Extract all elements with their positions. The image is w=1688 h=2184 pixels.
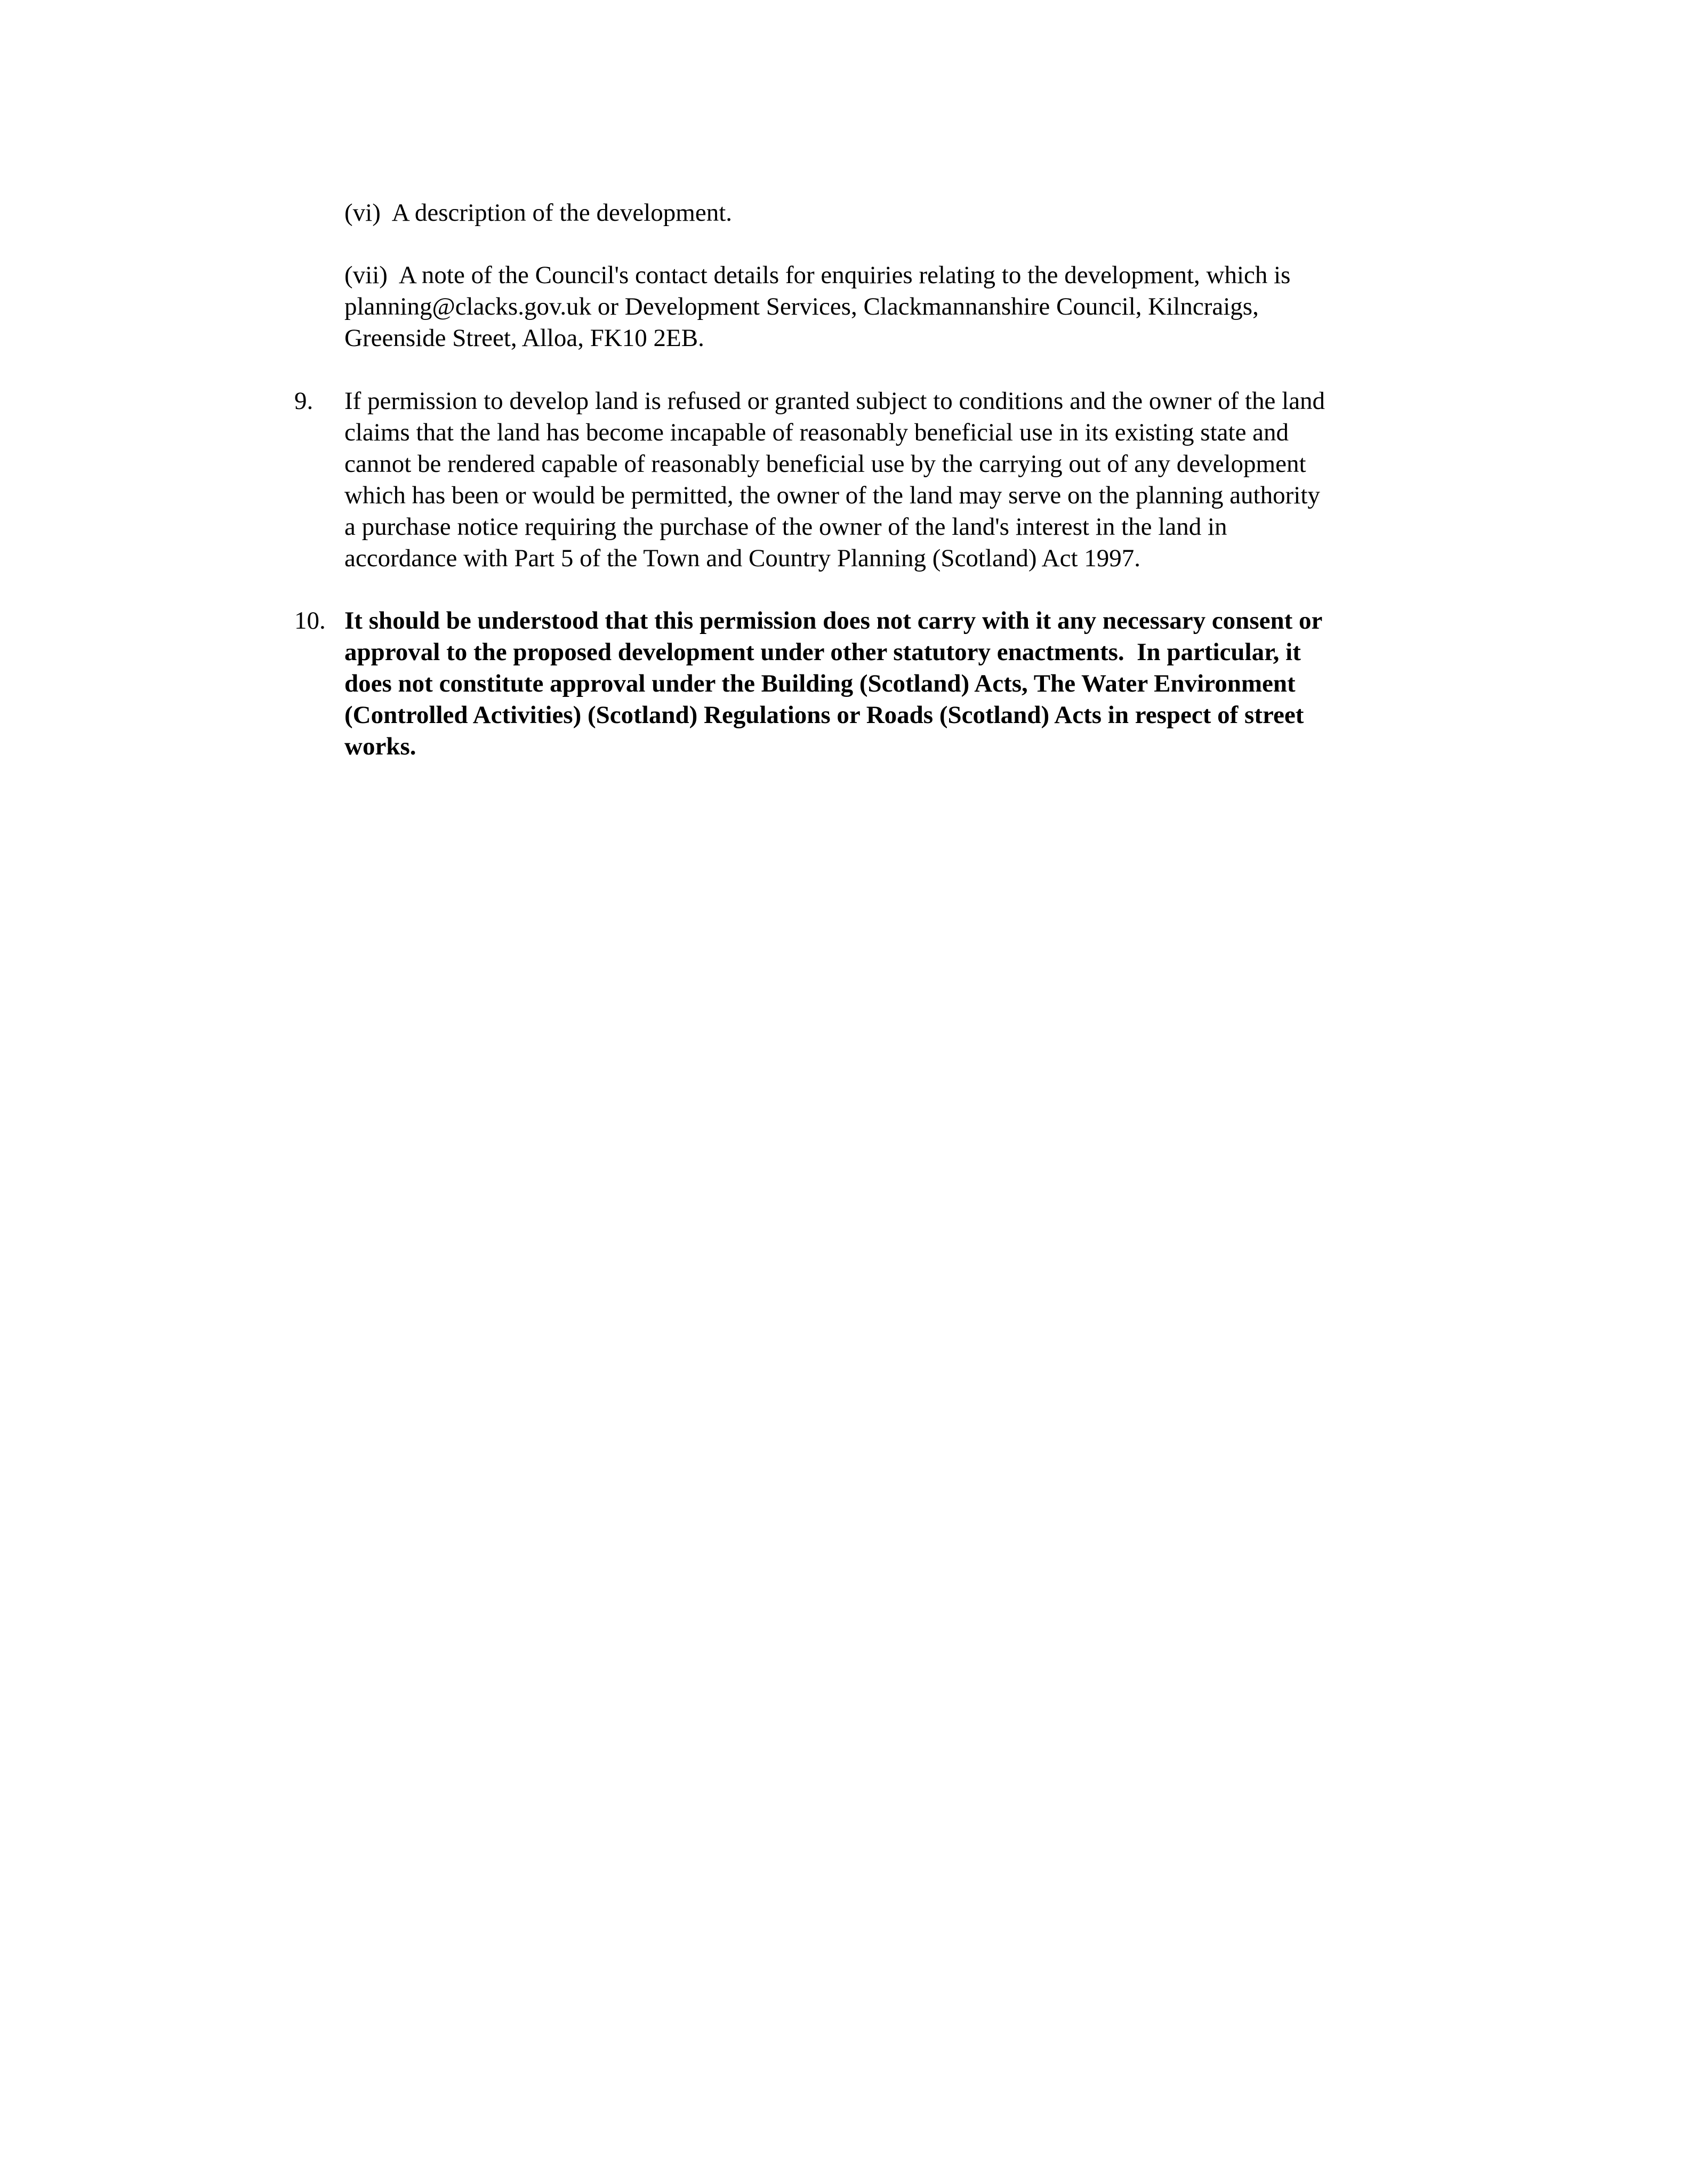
item-10-line: does not constitute approval under the Building (Scotland) Acts, The Water Environment xyxy=(344,670,1296,697)
item-9-paragraph xyxy=(344,386,1325,574)
sub-item-vi xyxy=(344,197,732,229)
item-10-line: (Controlled Activities) (Scotland) Regulations or Roads (Scotland) Acts in respect of street xyxy=(344,701,1304,729)
item-10-line: approval to the proposed development under other statutory enactments. In particular, it xyxy=(344,638,1301,666)
item-10-line: It should be understood that this permission does not carry with it any necessary consent or xyxy=(344,607,1323,635)
item-9-line: If permission to develop land is refused or granted subject to conditions and the owner of the land xyxy=(344,387,1325,415)
sub-item-vi-line: (vi) A description of the development. xyxy=(344,199,733,227)
item-10-paragraph xyxy=(344,605,1322,762)
item-10-number: 10. xyxy=(294,607,326,635)
sub-item-vii-line: Greenside Street, Alloa, FK10 2EB. xyxy=(344,324,704,352)
sub-item-vii xyxy=(344,260,1290,354)
sub-item-vii-line: planning@clacks.gov.uk or Development Services, Clackmannanshire Council, Kilncraigs, xyxy=(344,293,1259,320)
item-10-line: works. xyxy=(344,733,416,760)
item-9-line: accordance with Part 5 of the Town and Country Planning (Scotland) Act 1997. xyxy=(344,544,1141,572)
item-9-line: which has been or would be permitted, the owner of the land may serve on the planning authority xyxy=(344,481,1320,509)
item-9-number: 9. xyxy=(294,387,314,415)
item-9-line: cannot be rendered capable of reasonably beneficial use by the carrying out of any development xyxy=(344,450,1306,478)
item-9-line: claims that the land has become incapable of reasonably beneficial use in its existing state and xyxy=(344,419,1289,446)
item-9-line: a purchase notice requiring the purchase of the owner of the land's interest in the land in xyxy=(344,513,1227,541)
sub-item-vii-line: (vii) A note of the Council's contact details for enquiries relating to the development, which is xyxy=(344,261,1291,289)
